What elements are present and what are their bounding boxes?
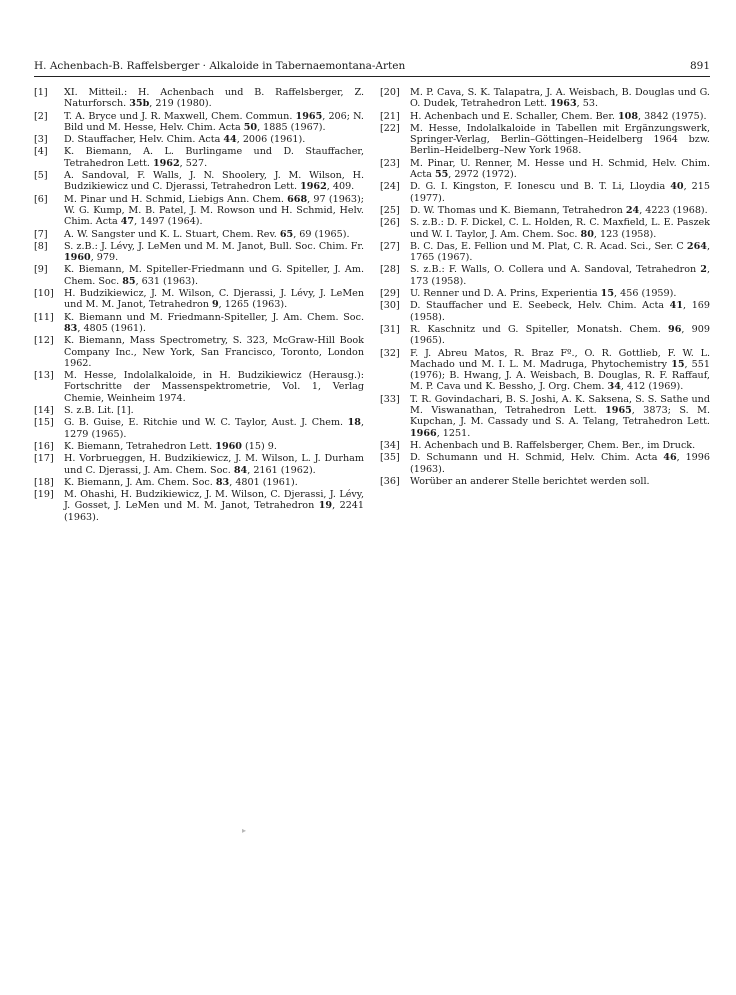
reference-volume: 50 bbox=[243, 121, 258, 133]
reference-segment: , 97 (1963); W. G. Kump, M. B. Patel, J. M. Rowson und H. Schmid, Helv. Chim. Acta bbox=[64, 193, 364, 228]
reference-item bbox=[380, 87, 710, 110]
reference-text bbox=[410, 288, 710, 299]
reference-item bbox=[380, 288, 710, 299]
reference-item bbox=[380, 111, 710, 122]
reference-segment: , 1251. bbox=[436, 427, 471, 439]
reference-item bbox=[380, 217, 710, 240]
reference-number: [19] bbox=[34, 489, 54, 501]
reference-volume: 108 bbox=[617, 110, 638, 122]
reference-segment: , 173 (1958). bbox=[410, 264, 710, 287]
reference-item bbox=[34, 194, 364, 228]
reference-text bbox=[64, 370, 364, 404]
reference-number: [24] bbox=[380, 181, 400, 193]
reference-segment: , 219 (1980). bbox=[149, 98, 212, 110]
reference-segment: , 1765 (1967). bbox=[410, 240, 710, 264]
reference-segment: M. P. Cava, S. K. Talapatra, J. A. Weisbach, B. Douglas und G. O. Dudek, Tetrahedron Lett. bbox=[410, 87, 710, 110]
reference-text bbox=[410, 158, 710, 181]
reference-volume: 40 bbox=[670, 181, 684, 193]
reference-segment: S. z.B.: F. Walls, O. Collera und A. Sandoval, Tetrahedron bbox=[410, 264, 701, 276]
reference-segment: (15) 9. bbox=[241, 440, 277, 452]
reference-segment: , 69 (1965). bbox=[293, 228, 350, 240]
reference-item bbox=[34, 170, 364, 193]
reference-segment: , 1265 (1963). bbox=[218, 299, 288, 311]
reference-segment: , 206; N. Bild und M. Hesse, Helv. Chim. Acta bbox=[64, 110, 364, 133]
reference-segment: D. G. I. Kingston, F. Ionescu und B. T. Li, Lloydia bbox=[410, 181, 671, 193]
reference-text bbox=[410, 87, 710, 110]
reference-volume: 15 bbox=[600, 288, 615, 300]
reference-item bbox=[34, 441, 364, 452]
reference-segment: A. W. Sangster und K. L. Stuart, Chem. Rev. bbox=[64, 228, 280, 240]
reference-volume: 41 bbox=[669, 300, 684, 312]
reference-volume: 55 bbox=[434, 169, 449, 181]
reference-number: [21] bbox=[380, 110, 400, 122]
reference-segment: D. Stauffacher, Helv. Chim. Acta bbox=[64, 134, 224, 146]
reference-text bbox=[410, 111, 710, 122]
reference-segment: A. Sandoval, F. Walls, J. N. Shoolery, J. M. Wilson, H. Budzikiewicz und C. Djerassi, Tetrahedron Lett. bbox=[64, 170, 364, 193]
reference-text bbox=[64, 477, 364, 488]
reference-segment: H. Vorbrueggen, H. Budzikiewicz, J. M. Wilson, L. J. Durham und C. Djerassi, J. Am. Chem. Soc. bbox=[64, 453, 364, 476]
reference-item bbox=[380, 123, 710, 157]
reference-number: [32] bbox=[380, 347, 400, 359]
reference-number: [20] bbox=[380, 87, 400, 98]
reference-volume: 84 bbox=[233, 464, 248, 476]
reference-text bbox=[410, 264, 710, 287]
reference-segment: , 2972 (1972). bbox=[448, 169, 517, 181]
reference-text bbox=[64, 241, 364, 264]
reference-item bbox=[34, 288, 364, 311]
reference-segment: , 4223 (1968). bbox=[639, 204, 708, 216]
reference-volume: 35b bbox=[129, 98, 150, 110]
reference-number: [1] bbox=[34, 87, 48, 98]
reference-volume: 83 bbox=[215, 476, 230, 488]
reference-item bbox=[34, 134, 364, 145]
reference-volume: 1965 bbox=[295, 110, 323, 122]
reference-segment: , 53. bbox=[576, 98, 599, 110]
reference-item bbox=[34, 370, 364, 404]
reference-item bbox=[34, 405, 364, 416]
reference-segment: , 1279 (1965). bbox=[64, 417, 364, 440]
reference-segment: K. Biemann, Mass Spectrometry, S. 323, McGraw-Hill Book Company Inc., New York, San Francisco, Toronto, London 1962. bbox=[64, 335, 364, 369]
reference-columns bbox=[34, 87, 710, 524]
reference-volume: 264 bbox=[686, 240, 707, 252]
reference-volume: 65 bbox=[279, 228, 294, 240]
running-title: H. Achenbach-B. Raffelsberger · Alkaloide in Tabernaemontana-Arten bbox=[34, 60, 406, 72]
reference-number: [35] bbox=[380, 452, 400, 464]
reference-number: [3] bbox=[34, 134, 48, 146]
reference-segment: G. B. Guise, E. Ritchie und W. C. Taylor, Aust. J. Chem. bbox=[64, 417, 348, 429]
reference-number: [11] bbox=[34, 311, 54, 323]
reference-text bbox=[64, 489, 364, 523]
reference-segment: F. J. Abreu Matos, R. Braz Fº., O. R. Gottlieb, F. W. L. Machado und M. I. L. M. Madruga, Phytochemistry bbox=[410, 347, 710, 370]
reference-item bbox=[34, 417, 364, 440]
reference-text bbox=[64, 264, 364, 287]
reference-volume: 83 bbox=[64, 322, 78, 334]
reference-segment: K. Biemann, J. Am. Chem. Soc. bbox=[64, 476, 216, 488]
reference-segment: , 551 (1976); B. Hwang, J. A. Weisbach, B. Douglas, R. F. Raffauf, M. P. Cava und K. Bessho, J. Org. Chem. bbox=[410, 358, 710, 393]
reference-volume: 1965 bbox=[605, 405, 632, 417]
reference-item bbox=[34, 87, 364, 110]
reference-segment: , 1497 (1964). bbox=[134, 216, 203, 228]
reference-number: [26] bbox=[380, 217, 400, 229]
reference-text bbox=[64, 335, 364, 369]
reference-number: [16] bbox=[34, 440, 54, 452]
reference-text bbox=[64, 146, 364, 169]
reference-segment: , 2006 (1961). bbox=[236, 134, 306, 146]
reference-item bbox=[380, 324, 710, 347]
reference-volume: 2 bbox=[700, 264, 707, 276]
reference-text bbox=[410, 394, 710, 439]
reference-volume: 1960 bbox=[215, 440, 242, 452]
reference-text bbox=[64, 134, 364, 145]
reference-text bbox=[64, 453, 364, 476]
reference-number: [34] bbox=[380, 439, 400, 451]
reference-number: [36] bbox=[380, 475, 400, 487]
reference-number: [25] bbox=[380, 204, 400, 216]
reference-item bbox=[34, 312, 364, 335]
reference-volume: 18 bbox=[347, 417, 361, 429]
reference-volume: 46 bbox=[663, 452, 677, 464]
reference-segment: T. R. Govindachari, B. S. Joshi, A. K. Saksena, S. S. Sathe und M. Viswanathan, Tetrahedron Lett. bbox=[410, 393, 710, 417]
reference-segment: S. z.B. Lit. [1]. bbox=[64, 405, 134, 417]
reference-segment: , 169 (1958). bbox=[410, 300, 710, 323]
reference-volume: 24 bbox=[625, 204, 640, 216]
page-number: 891 bbox=[689, 60, 710, 72]
reference-number: [4] bbox=[34, 146, 48, 158]
reference-segment: , 4805 (1961). bbox=[77, 322, 146, 334]
reference-volume: 47 bbox=[120, 216, 135, 228]
reference-volume: 96 bbox=[668, 323, 682, 335]
reference-text bbox=[410, 217, 710, 240]
reference-volume: 85 bbox=[122, 275, 136, 287]
reference-volume: 1962 bbox=[152, 157, 180, 169]
header-rule bbox=[34, 76, 710, 77]
reference-item bbox=[34, 453, 364, 476]
reference-segment: U. Renner und D. A. Prins, Experientia bbox=[410, 288, 601, 300]
reference-volume: 15 bbox=[671, 358, 685, 370]
reference-segment: K. Biemann, A. L. Burlingame und D. Stauffacher, Tetrahedron Lett. bbox=[64, 146, 364, 169]
reference-text bbox=[410, 440, 710, 451]
reference-item bbox=[380, 300, 710, 323]
reference-segment: , 2161 (1962). bbox=[247, 464, 316, 476]
reference-number: [8] bbox=[34, 240, 48, 252]
reference-segment: , 979. bbox=[90, 252, 119, 264]
reference-text bbox=[410, 300, 710, 323]
running-header bbox=[34, 60, 710, 76]
reference-text bbox=[64, 111, 364, 134]
reference-number: [9] bbox=[34, 264, 48, 276]
reference-number: [13] bbox=[34, 370, 54, 382]
reference-segment: , 631 (1963). bbox=[135, 275, 198, 287]
reference-segment: , 409. bbox=[326, 181, 355, 193]
reference-volume: 1962 bbox=[300, 181, 327, 193]
reference-number: [28] bbox=[380, 264, 400, 276]
reference-segment: H. Budzikiewicz, J. M. Wilson, C. Djerassi, J. Lévy, J. LeMen und M. M. Janot, Tetrahedron bbox=[64, 288, 364, 311]
reference-segment: R. Kaschnitz und G. Spiteller, Monatsh. Chem. bbox=[410, 323, 669, 335]
reference-volume: 19 bbox=[318, 500, 333, 512]
reference-number: [17] bbox=[34, 453, 54, 465]
reference-segment: , 1996 (1963). bbox=[410, 452, 710, 475]
reference-item bbox=[34, 264, 364, 287]
reference-item bbox=[34, 477, 364, 488]
reference-segment: , 4801 (1961). bbox=[229, 476, 298, 488]
reference-segment: M. Pinar, U. Renner, M. Hesse und H. Schmid, Helv. Chim. Acta bbox=[410, 157, 710, 181]
reference-number: [33] bbox=[380, 393, 400, 405]
reference-volume: 80 bbox=[580, 228, 594, 240]
reference-segment: , 3873; S. M. Kupchan, J. M. Cassady und S. A. Telang, Tetrahedron Lett. bbox=[410, 405, 711, 428]
reference-item bbox=[380, 440, 710, 451]
reference-segment: B. C. Das, E. Fellion und M. Plat, C. R. Acad. Sci., Ser. C bbox=[410, 240, 687, 252]
reference-segment: M. Hesse, Indolalkaloide in Tabellen mit Ergänzungswerk, Springer-Verlag, Berlin–Göttingen–Heidelberg 1964 bzw. Berlin–Heidelberg–New York 1968. bbox=[410, 122, 710, 157]
reference-text bbox=[64, 194, 364, 228]
reference-text bbox=[410, 181, 710, 204]
reference-number: [18] bbox=[34, 476, 54, 488]
reference-item bbox=[380, 348, 710, 393]
reference-text bbox=[64, 288, 364, 311]
reference-number: [22] bbox=[380, 122, 400, 134]
reference-number: [10] bbox=[34, 288, 54, 300]
reference-number: [7] bbox=[34, 228, 48, 240]
reference-text bbox=[64, 229, 364, 240]
reference-segment: T. A. Bryce und J. R. Maxwell, Chem. Commun. bbox=[64, 110, 296, 122]
reference-segment: S. z.B.: D. F. Dickel, C. L. Holden, R. C. Maxfield, L. E. Paszek und W. I. Taylor, J. Am. Chem. Soc. bbox=[410, 217, 710, 240]
references-right-column bbox=[380, 87, 710, 524]
reference-item bbox=[380, 205, 710, 216]
references-left-column bbox=[34, 87, 364, 524]
reference-segment: K. Biemann und M. Friedmann-Spiteller, J. Am. Chem. Soc. bbox=[64, 311, 364, 323]
reference-item bbox=[380, 264, 710, 287]
reference-text bbox=[64, 441, 364, 452]
reference-text bbox=[410, 476, 710, 487]
reference-segment: D. W. Thomas und K. Biemann, Tetrahedron bbox=[410, 204, 626, 216]
reference-segment: H. Achenbach und B. Raffelsberger, Chem. Ber., im Druck. bbox=[410, 439, 696, 451]
reference-item bbox=[34, 229, 364, 240]
reference-number: [2] bbox=[34, 110, 48, 122]
reference-segment: , 456 (1959). bbox=[614, 288, 677, 300]
reference-text bbox=[410, 348, 710, 393]
reference-text bbox=[410, 452, 710, 475]
reference-text bbox=[410, 324, 710, 347]
reference-segment: K. Biemann, M. Spiteller-Friedmann und G. Spiteller, J. Am. Chem. Soc. bbox=[64, 264, 364, 287]
reference-text bbox=[64, 405, 364, 416]
reference-number: [5] bbox=[34, 170, 48, 182]
reference-segment: , 215 (1977). bbox=[410, 181, 710, 204]
reference-segment: , 3842 (1975). bbox=[638, 110, 707, 122]
reference-number: [29] bbox=[380, 288, 400, 300]
reference-text bbox=[64, 312, 364, 335]
reference-item bbox=[34, 241, 364, 264]
reference-segment: K. Biemann, Tetrahedron Lett. bbox=[64, 440, 216, 452]
reference-segment: , 412 (1969). bbox=[620, 381, 684, 393]
reference-segment: M. Ohashi, H. Budzikiewicz, J. M. Wilson, C. Djerassi, J. Lévy, J. Gosset, J. LeMen und M. M. Janot, Tetrahedron bbox=[64, 489, 364, 512]
reference-item bbox=[380, 158, 710, 181]
reference-segment: , 1885 (1967). bbox=[257, 121, 326, 133]
reference-text bbox=[64, 87, 364, 110]
reference-segment: M. Hesse, Indolalkaloide, in H. Budzikiewicz (Herausg.): Fortschritte der Massenspektrometrie, Vol. 1, Verlag Chemie, Weinheim 1974. bbox=[64, 370, 364, 404]
reference-segment: H. Achenbach und E. Schaller, Chem. Ber. bbox=[410, 110, 618, 122]
reference-segment: S. z.B.: J. Lévy, J. LeMen und M. M. Janot, Bull. Soc. Chim. Fr. bbox=[64, 240, 364, 252]
reference-volume: 1963 bbox=[549, 98, 577, 110]
reference-item bbox=[380, 394, 710, 439]
reference-segment: , 909 (1965). bbox=[410, 323, 710, 347]
reference-item bbox=[380, 452, 710, 475]
reference-item bbox=[34, 146, 364, 169]
reference-text bbox=[410, 241, 710, 264]
reference-number: [31] bbox=[380, 323, 400, 335]
reference-segment: D. Stauffacher und E. Seebeck, Helv. Chim. Acta bbox=[410, 300, 670, 312]
reference-segment: M. Pinar und H. Schmid, Liebigs Ann. Chem. bbox=[64, 193, 288, 205]
reference-volume: 1966 bbox=[410, 427, 437, 439]
reference-text bbox=[410, 123, 710, 157]
reference-item bbox=[34, 335, 364, 369]
reference-segment: Worüber an anderer Stelle berichtet werden soll. bbox=[410, 475, 650, 487]
reference-volume: 9 bbox=[211, 299, 219, 311]
reference-volume: 668 bbox=[287, 193, 308, 205]
reference-segment: D. Schumann und H. Schmid, Helv. Chim. Acta bbox=[410, 452, 664, 464]
reference-number: [6] bbox=[34, 193, 48, 205]
reference-item bbox=[380, 241, 710, 264]
reference-volume: 1960 bbox=[64, 252, 91, 264]
reference-text bbox=[64, 170, 364, 193]
reference-item bbox=[34, 489, 364, 523]
reference-number: [27] bbox=[380, 240, 400, 252]
reference-number: [15] bbox=[34, 417, 54, 429]
reference-item bbox=[34, 111, 364, 134]
reference-volume: 34 bbox=[607, 381, 621, 393]
reference-number: [23] bbox=[380, 157, 400, 169]
reference-text bbox=[64, 417, 364, 440]
journal-page bbox=[34, 60, 710, 524]
reference-number: [30] bbox=[380, 300, 400, 312]
reference-text bbox=[410, 205, 710, 216]
reference-segment: , 123 (1958). bbox=[593, 228, 657, 240]
reference-volume: 44 bbox=[223, 134, 237, 146]
reference-number: [14] bbox=[34, 405, 54, 417]
reference-item bbox=[380, 181, 710, 204]
reference-item bbox=[380, 476, 710, 487]
reference-segment: , 2241 (1963). bbox=[64, 500, 365, 523]
reference-segment: XI. Mitteil.: H. Achenbach und B. Raffelsberger, Z. Naturforsch. bbox=[64, 87, 364, 110]
scan-speck: ▸ bbox=[242, 826, 247, 835]
reference-number: [12] bbox=[34, 335, 54, 347]
reference-segment: , 527. bbox=[179, 157, 208, 169]
